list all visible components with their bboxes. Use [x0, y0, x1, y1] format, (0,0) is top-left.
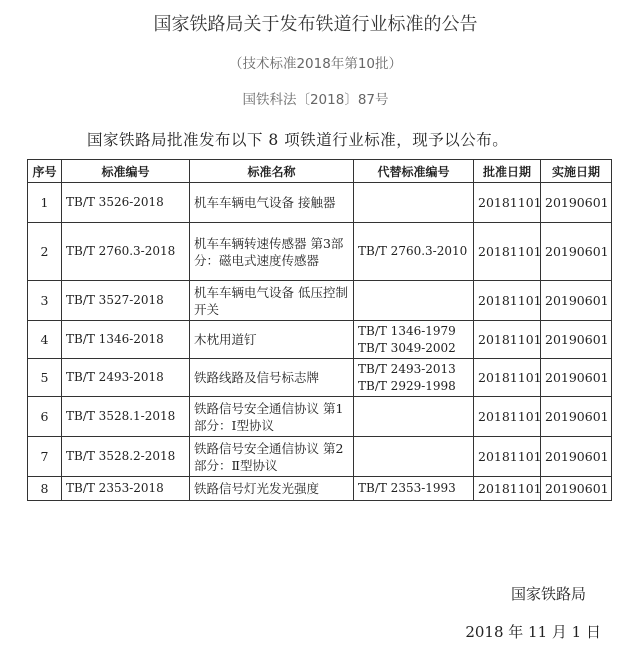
row-code: TB/T 1346-2018	[62, 321, 190, 359]
replaced-standard-code: TB/T 3049-2002	[358, 340, 456, 355]
batch-subtitle: （技术标准2018年第10批）	[228, 56, 403, 72]
row-approve: 20181101	[474, 183, 541, 223]
intro-paragraph: 国家铁路局批准发布以下 8 项铁道行业标准，现予以公布。	[87, 131, 509, 149]
row-no: 5	[28, 359, 62, 397]
row-implement: 20190601	[541, 183, 612, 223]
row-approve: 20181101	[474, 397, 541, 437]
row-name: 铁路信号安全通信协议 第2部分：Ⅱ型协议	[190, 437, 354, 477]
replaced-standard-code: TB/T 1346-1979	[358, 323, 456, 338]
row-no: 1	[28, 183, 62, 223]
table-row	[28, 183, 612, 223]
table-row	[28, 437, 612, 477]
row-code: TB/T 3526-2018	[62, 183, 190, 223]
row-no: 8	[28, 477, 62, 501]
row-code: TB/T 3527-2018	[62, 281, 190, 321]
table-row	[28, 223, 612, 281]
replaced-standard-code: TB/T 2353-1993	[358, 481, 456, 495]
row-approve: 20181101	[474, 437, 541, 477]
row-approve: 20181101	[474, 477, 541, 501]
table-row	[28, 477, 612, 501]
row-replace	[354, 437, 474, 477]
row-approve: 20181101	[474, 223, 541, 281]
replaced-standard-code: TB/T 2929-1998	[358, 378, 456, 393]
row-no: 7	[28, 437, 62, 477]
row-approve: 20181101	[474, 281, 541, 321]
row-name: 机车车辆电气设备 低压控制开关	[190, 281, 354, 321]
row-replace	[354, 397, 474, 437]
header-implement: 实施日期	[541, 160, 612, 183]
row-implement: 20190601	[541, 437, 612, 477]
row-code: TB/T 2353-2018	[62, 477, 190, 501]
table-header-row	[28, 160, 612, 183]
header-no: 序号	[28, 160, 62, 183]
replaced-standard-code: TB/T 2493-2013	[358, 361, 456, 376]
table-row	[28, 397, 612, 437]
document-number: 国铁科法〔2018〕87号	[242, 92, 389, 108]
row-code: TB/T 2760.3-2018	[62, 223, 190, 281]
row-implement: 20190601	[541, 477, 612, 501]
row-implement: 20190601	[541, 359, 612, 397]
table-row	[28, 321, 612, 359]
table-row	[28, 359, 612, 397]
standards-table	[27, 159, 612, 501]
row-replace	[354, 223, 474, 281]
row-name: 木枕用道钉	[190, 321, 354, 359]
row-name: 铁路信号灯光发光强度	[190, 477, 354, 501]
row-implement: 20190601	[541, 223, 612, 281]
row-code: TB/T 3528.2-2018	[62, 437, 190, 477]
row-implement: 20190601	[541, 281, 612, 321]
header-replace: 代替标准编号	[354, 160, 474, 183]
row-name: 机车车辆电气设备 接触器	[190, 183, 354, 223]
row-no: 2	[28, 223, 62, 281]
row-no: 4	[28, 321, 62, 359]
row-code: TB/T 3528.1-2018	[62, 397, 190, 437]
row-approve: 20181101	[474, 359, 541, 397]
row-name: 铁路信号安全通信协议 第1部分：Ⅰ型协议	[190, 397, 354, 437]
replaced-standard-code: TB/T 2760.3-2010	[358, 244, 468, 258]
issuer-signature: 国家铁路局	[510, 585, 586, 603]
page-title: 国家铁路局关于发布铁道行业标准的公告	[153, 14, 478, 35]
row-name: 机车车辆转速传感器 第3部分：磁电式速度传感器	[190, 223, 354, 281]
row-no: 6	[28, 397, 62, 437]
issue-date: 2018 年 11 月 1 日	[465, 623, 601, 641]
header-name: 标准名称	[190, 160, 354, 183]
row-replace	[354, 183, 474, 223]
row-replace	[354, 477, 474, 501]
row-implement: 20190601	[541, 321, 612, 359]
table-row	[28, 281, 612, 321]
header-approve: 批准日期	[474, 160, 541, 183]
row-implement: 20190601	[541, 397, 612, 437]
row-replace	[354, 321, 474, 359]
row-replace	[354, 281, 474, 321]
row-name: 铁路线路及信号标志牌	[190, 359, 354, 397]
row-replace	[354, 359, 474, 397]
row-no: 3	[28, 281, 62, 321]
row-approve: 20181101	[474, 321, 541, 359]
row-code: TB/T 2493-2018	[62, 359, 190, 397]
header-code: 标准编号	[62, 160, 190, 183]
